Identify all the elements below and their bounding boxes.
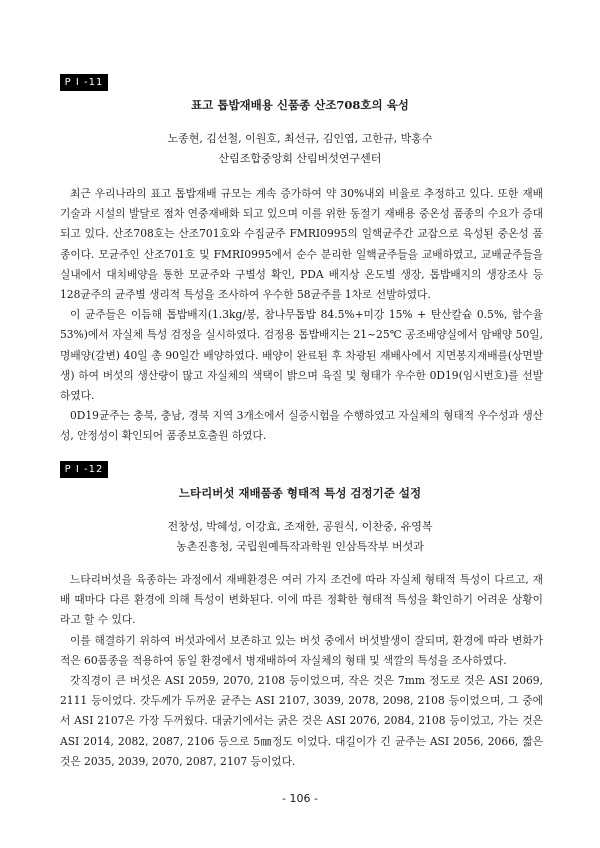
paragraph: 0D19균주는 충북, 충남, 경북 지역 3개소에서 실증시험을 수행하였고 자실체의 형태적 우수성과 생산성, 안정성이 확인되어 품종보호출원 하였다. bbox=[60, 409, 543, 443]
paragraph: 느타리버섯을 육종하는 과정에서 재배환경은 여러 가지 조건에 따라 자실체 형태적 특성이 다르고, 재배 때마다 다른 환경에 의해 특성이 변화된다. 이에 따른 정확한 형태적 특성을 확인하기 어려운 상황이라고 할 수 있다. bbox=[60, 573, 543, 627]
paragraph: 최근 우리나라의 표고 톱밥재배 규모는 계속 증가하여 약 30%내외 비율로 추정하고 있다. 또한 재배기술과 시설의 발달로 점차 연중재배화 되고 있으며 이를 위한 동절기 재배용 중온성 품종의 수요가 증대되고 있다. 산조708호는 산조701호와 수집균주 FMRI0995의 일핵균주간 교잡으로 육성된 중온성 품종이다. 모균주인 산조701호 및 FMRI0995에서 순수 분리한 일핵균주들을 교배하였고, 교배균주들을 실내에서 대치배양을 통한 모균주와 구별성 확인, PDA 배지상 온도별 생장, 톱밥배지의 생장조사 등 128균주의 균주별 생리적 특성을 조사하여 우수한 58균주를 1차로 선발하였다. bbox=[60, 187, 543, 302]
section-title: 느타리버섯 재배품종 형태적 특성 검정기준 설정 bbox=[178, 486, 422, 500]
paragraph: 이 균주들은 이듬해 톱밥배지(1.3kg/봉, 참나무톱밥 84.5%+미강 15% + 탄산칼슘 0.5%, 함수율 53%)에서 자실체 특성 검정을 실시하였다. 검정용 톱밥배지는 21~25℃ 공조배양실에서 암배양 50일, 명배양(갈변) 40일 총 90일간 배양하였다. 배양이 완료된 후 차광된 재배사에서 지면봉지재배를(상면발생) 하여 버섯의 생산량이 많고 자실체의 색택이 밝으며 육질 및 형태가 우수한 0D19(임시번호)를 선발 하였다. bbox=[60, 308, 543, 403]
section-tag: P I -11 bbox=[60, 74, 108, 91]
authors: 전창성, 박혜성, 이강효, 조재한, 공원식, 이찬중, 유영복 bbox=[167, 520, 433, 533]
affiliation: 농촌진흥청, 국립원예특작과학원 인삼특작부 버섯과 bbox=[176, 540, 424, 553]
authors: 노종현, 김선철, 이원호, 최선규, 김인엽, 고한규, 박홍수 bbox=[167, 132, 433, 145]
affiliation: 산림조합중앙회 산림버섯연구센터 bbox=[218, 152, 382, 165]
abstract-body bbox=[60, 184, 543, 447]
section-title: 표고 톱밥재배용 신품종 산조708호의 육성 bbox=[191, 98, 409, 112]
page-number: - 106 - bbox=[282, 792, 318, 805]
section-tag: P I -12 bbox=[60, 461, 108, 478]
paragraph: 갓직경이 큰 버섯은 ASI 2059, 2070, 2108 등이었으며, 작은 것은 7mm 정도로 것은 ASI 2069, 2111 등이었다. 갓두께가 두꺼운 균주는 ASI 2107, 3039, 2078, 2098, 2108 등이었으며, 그 중에서 ASI 2107은 가장 두꺼웠다. 대굵기에서는 굵은 것은 ASI 2076, 2084, 2108 등이었고, 가는 것은 ASI 2014, 2082, 2087, 2106 등으로 5㎜정도 이었다. 대길이가 긴 균주는 ASI 2056, 2066, 짧은 것은 2035, 2039, 2070, 2087, 2107 등이었다. bbox=[60, 674, 543, 768]
abstract-body bbox=[60, 570, 543, 772]
paragraph: 이를 해결하기 위하여 버섯과에서 보존하고 있는 버섯 중에서 버섯발생이 잘되며, 환경에 따라 변화가 적은 60품종을 적용하여 동일 환경에서 병재배하여 자실체의 형태 및 색깔의 특성을 조사하였다. bbox=[60, 633, 543, 667]
